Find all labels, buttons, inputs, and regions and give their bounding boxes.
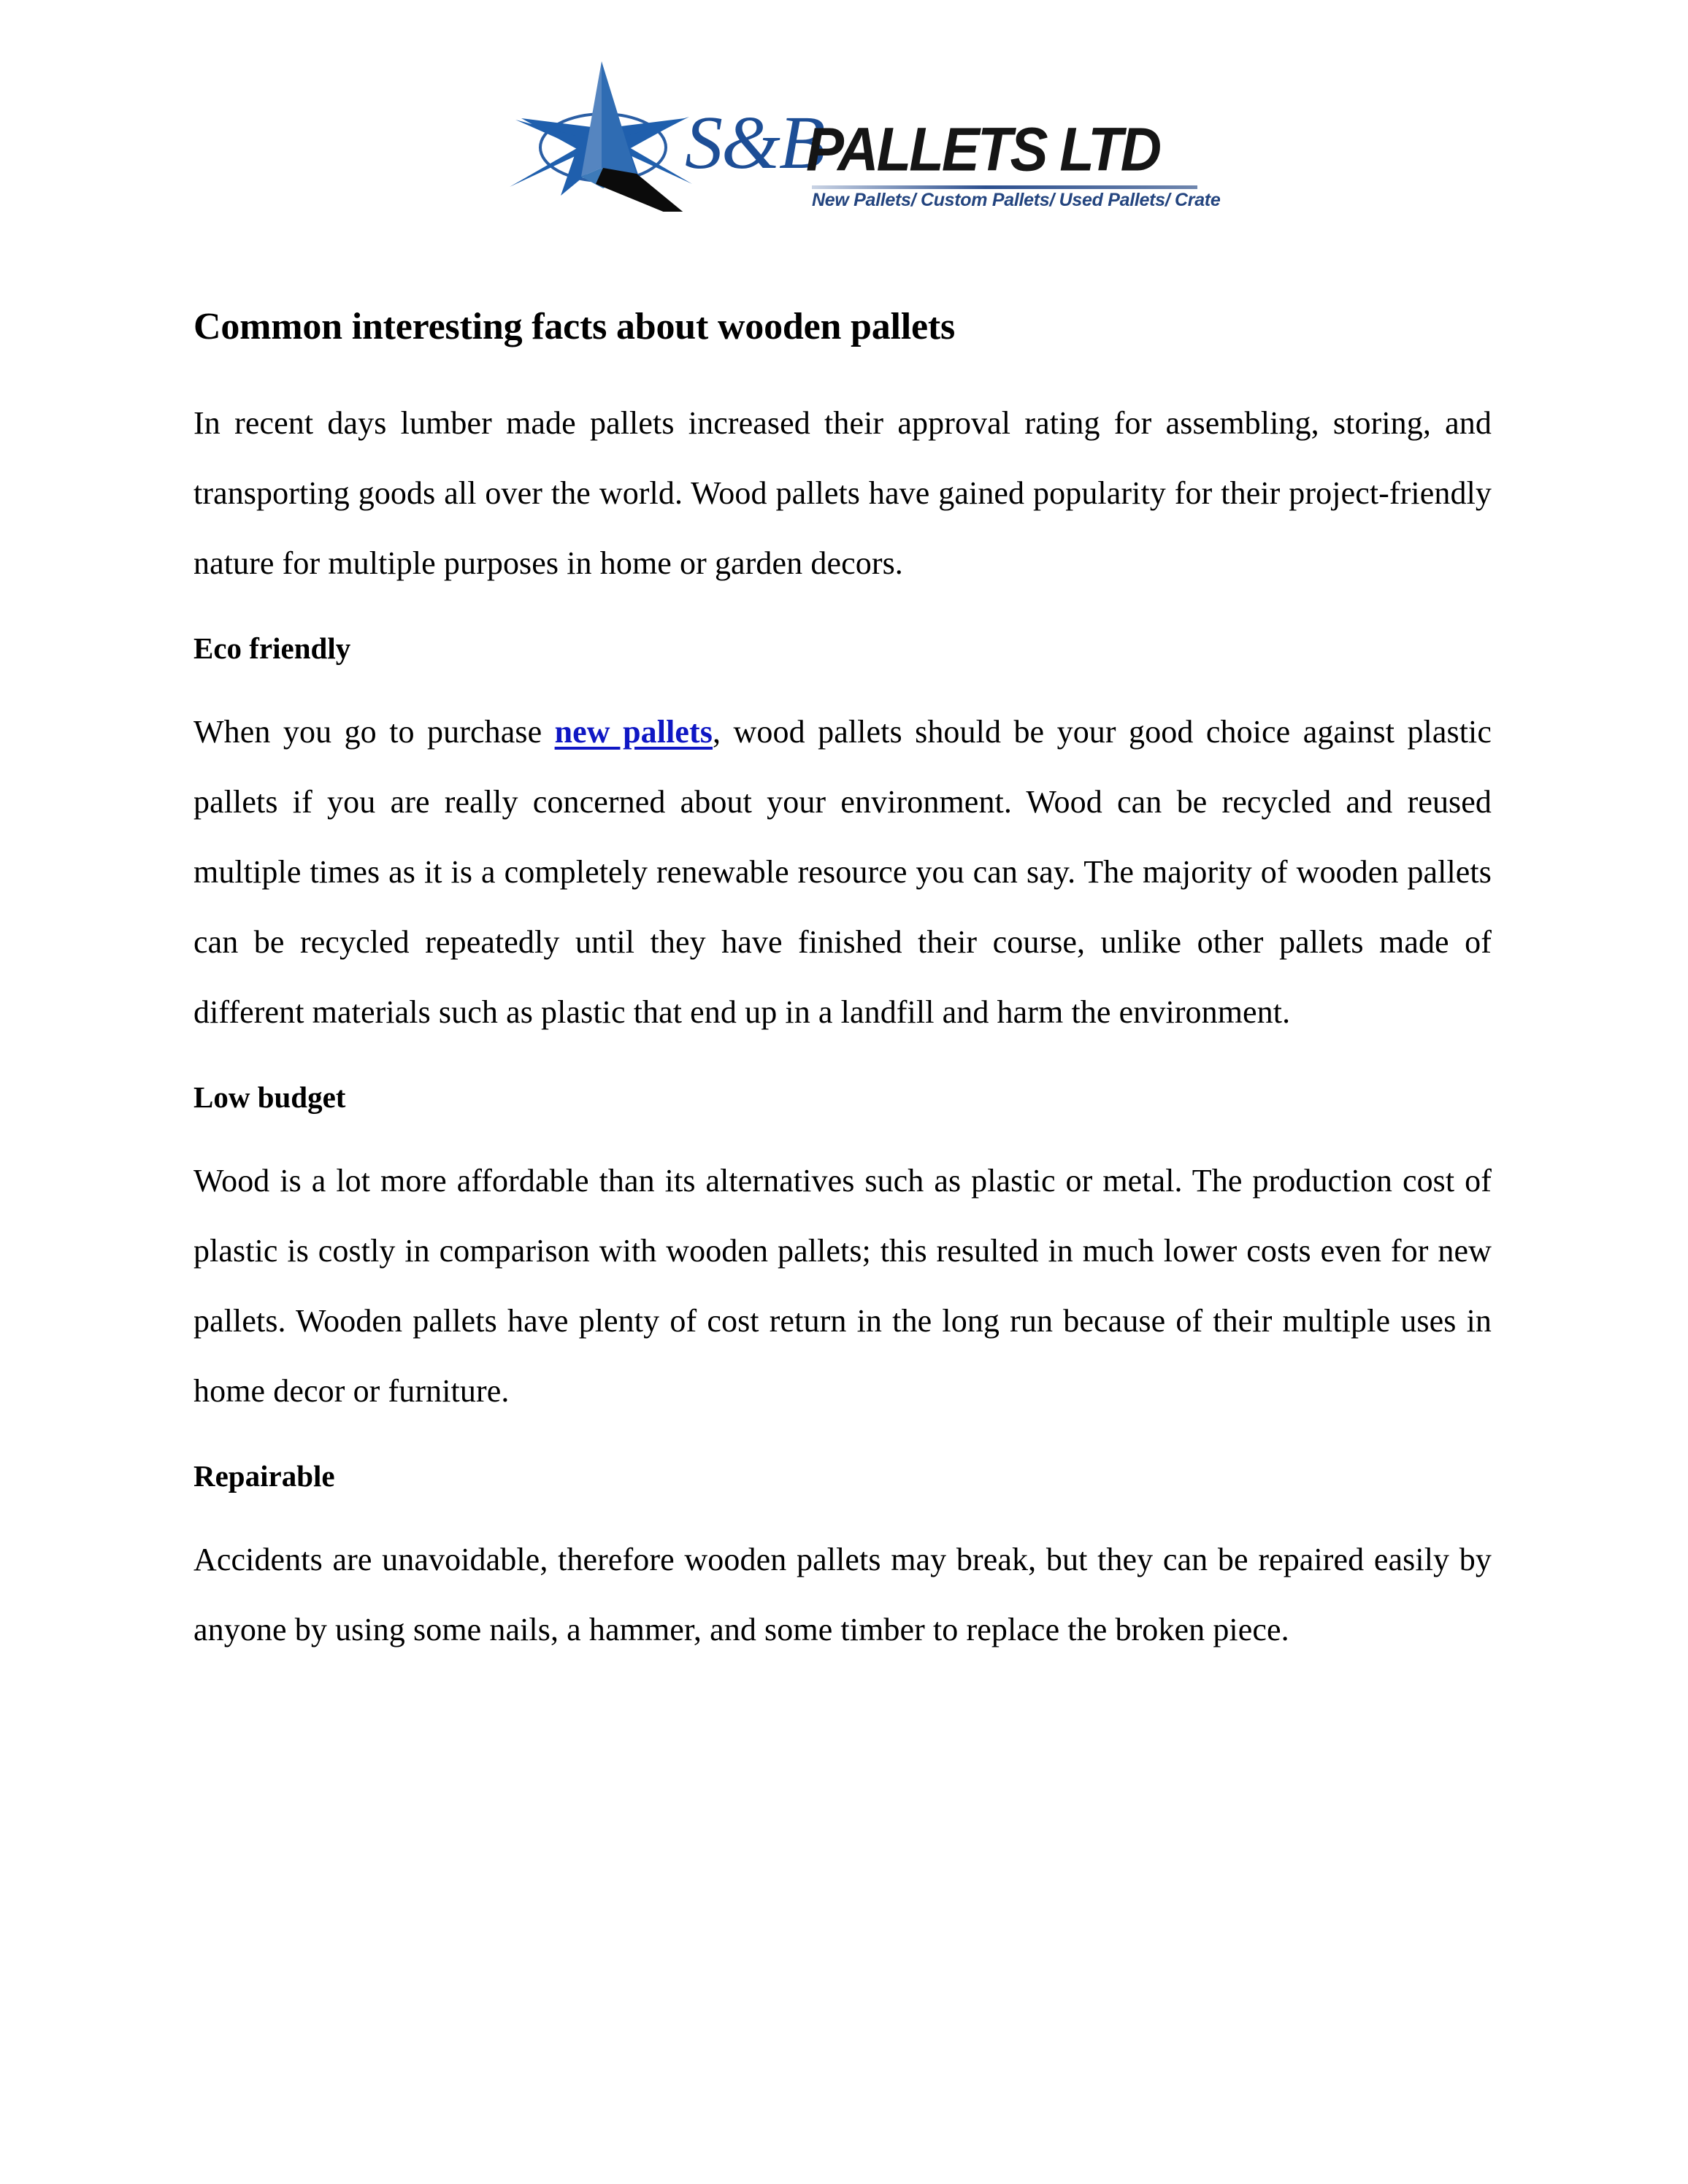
logo-monogram: S&B bbox=[685, 101, 824, 185]
intro-paragraph: In recent days lumber made pallets increased their approval rating for assembling, storing, and transporting goods all over the world. Wood pallets have gained popularity for their project-friendly nature for multiple purposes in home or garden decors. bbox=[193, 404, 1492, 581]
section-paragraph-repairable: Accidents are unavoidable, therefore wooden pallets may break, but they can be repaired easily by anyone by using some nails, a hammer, and some timber to replace the broken piece. bbox=[193, 1542, 1492, 1648]
paragraph-text-before-link: When you go to purchase bbox=[193, 713, 555, 750]
logo-wordmark: PALLETS LTD bbox=[806, 114, 1160, 184]
logo-tagline: New Pallets/ Custom Pallets/ Used Pallets/ Crate bbox=[812, 190, 1221, 210]
logo-header bbox=[0, 79, 1688, 210]
page-title: Common interesting facts about wooden pallets bbox=[193, 306, 956, 347]
logo-divider-rule bbox=[812, 185, 1197, 189]
section-heading-low-budget: Low budget bbox=[193, 1080, 346, 1114]
section-heading-eco-friendly: Eco friendly bbox=[193, 631, 351, 665]
document-body bbox=[193, 305, 1492, 1665]
paragraph-text-after-link: , wood pallets should be your good choice against plastic pallets if you are really concerned about your environment. Wood can be recycled and reused multiple times as it is a completely renewable resource you can say. The majority of wooden pallets can be recycled repeatedly until they have finished their course, unlike other pallets made of different materials such as plastic that end up in a landfill and harm the environment. bbox=[193, 713, 1492, 1030]
section-paragraph-eco-friendly bbox=[193, 697, 1492, 1047]
new-pallets-link[interactable]: new pallets bbox=[554, 713, 713, 750]
section-heading-repairable: Repairable bbox=[193, 1459, 335, 1493]
company-logo bbox=[494, 79, 1221, 210]
section-paragraph-low-budget: Wood is a lot more affordable than its alternatives such as plastic or metal. The production cost of plastic is costly in comparison with wooden pallets; this resulted in much lower costs even for new pallets. Wooden pallets have plenty of cost return in the long run because of their multiple uses in home decor or furniture. bbox=[193, 1163, 1492, 1410]
